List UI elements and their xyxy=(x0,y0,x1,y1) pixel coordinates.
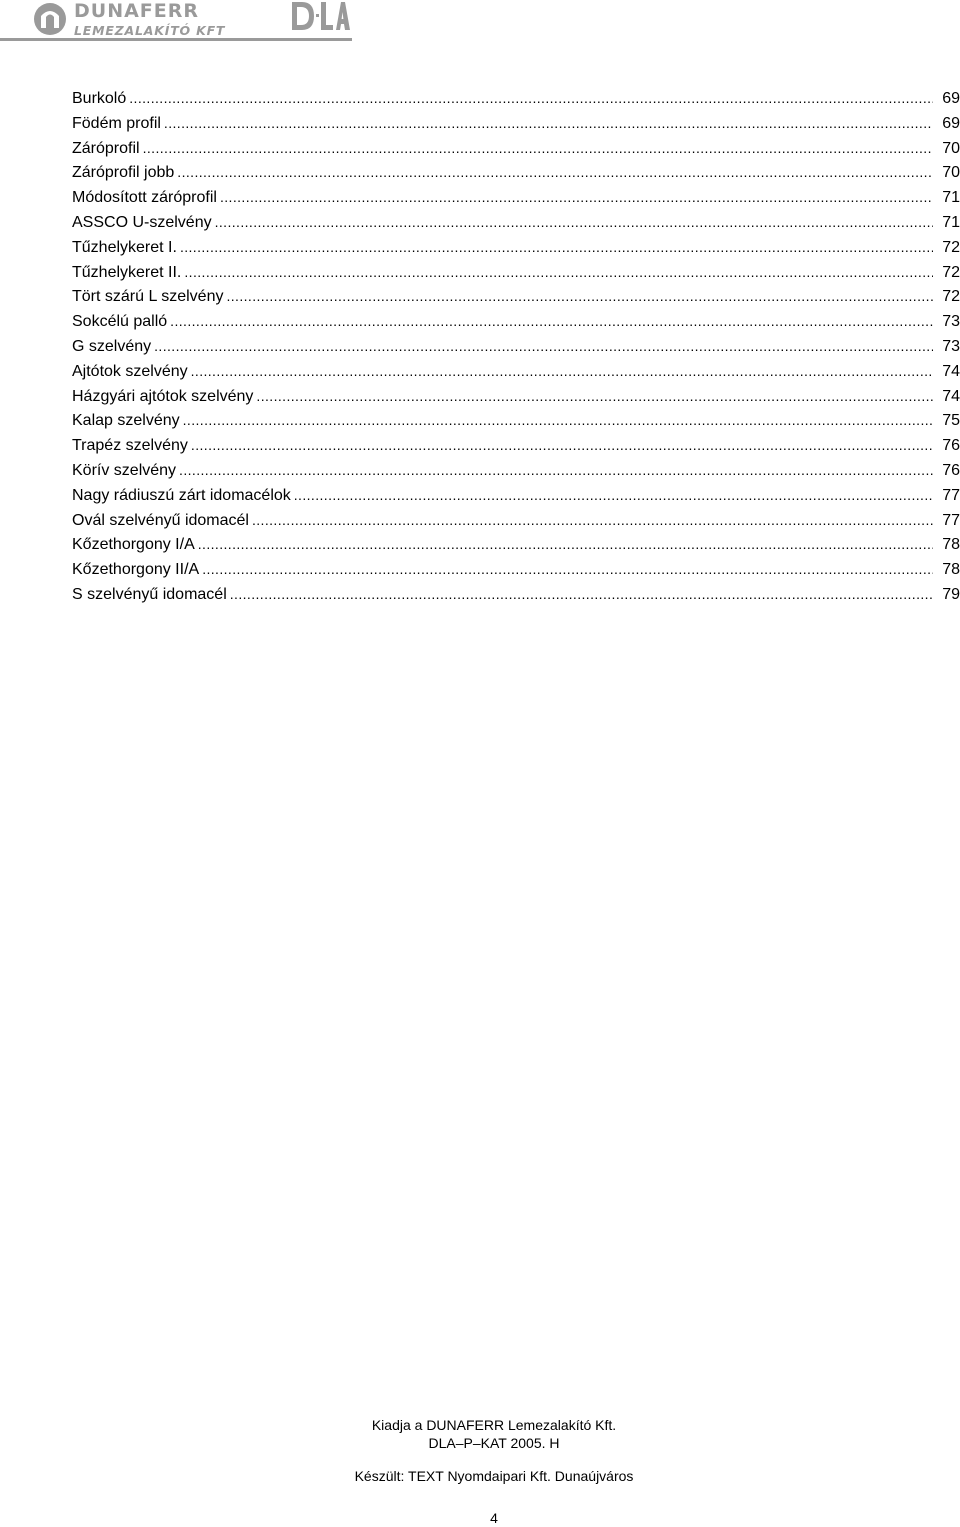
toc-entry-page: 72 xyxy=(942,238,960,256)
logo-sub-text: LEMEZALAKÍTÓ KFT xyxy=(74,23,226,38)
toc-entry[interactable] xyxy=(72,582,960,607)
toc-entry[interactable] xyxy=(72,483,960,508)
page-number: 4 xyxy=(490,1510,498,1526)
toc-leader-dots xyxy=(198,532,933,557)
toc-entry[interactable] xyxy=(72,458,960,483)
toc-entry[interactable] xyxy=(72,136,960,161)
toc-leader-dots xyxy=(180,235,933,260)
toc-leader-dots xyxy=(177,160,933,185)
toc-leader-dots xyxy=(170,309,933,334)
toc-entry[interactable] xyxy=(72,160,960,185)
toc-entry-title: Sokcélú palló xyxy=(72,313,168,331)
toc-leader-dots xyxy=(191,359,933,384)
toc-entry-page: 70 xyxy=(942,164,960,182)
toc-entry[interactable] xyxy=(72,408,960,433)
table-of-contents xyxy=(72,86,960,607)
toc-entry-page: 78 xyxy=(942,561,960,579)
toc-entry-page: 70 xyxy=(942,139,960,157)
toc-leader-dots xyxy=(202,557,933,582)
toc-entry-page: 73 xyxy=(942,313,960,331)
toc-entry[interactable] xyxy=(72,433,960,458)
toc-entry[interactable] xyxy=(72,384,960,409)
toc-leader-dots xyxy=(226,284,933,309)
toc-entry[interactable] xyxy=(72,86,960,111)
toc-entry-page: 77 xyxy=(942,486,960,504)
toc-entry[interactable] xyxy=(72,359,960,384)
toc-leader-dots xyxy=(252,508,933,533)
toc-entry-page: 71 xyxy=(942,213,960,231)
toc-entry-page: 77 xyxy=(942,511,960,529)
toc-entry-title: ASSCO U-szelvény xyxy=(72,213,212,231)
toc-entry-page: 74 xyxy=(942,387,960,405)
footer-publisher: Kiadja a DUNAFERR Lemezalakító Kft. xyxy=(371,1417,617,1433)
toc-leader-dots xyxy=(215,210,933,235)
toc-leader-dots xyxy=(164,111,933,136)
toc-leader-dots xyxy=(183,408,933,433)
toc-entry-page: 78 xyxy=(942,536,960,554)
toc-entry-title: Burkoló xyxy=(72,90,127,107)
toc-entry[interactable] xyxy=(72,508,960,533)
toc-entry-page: 75 xyxy=(942,412,960,430)
toc-entry-title: Ajtótok szelvény xyxy=(72,362,188,380)
toc-leader-dots xyxy=(154,334,933,359)
dunaferr-logo xyxy=(0,0,352,44)
toc-entry-title: Tűzhelykeret II. xyxy=(72,263,182,281)
header-divider xyxy=(0,38,352,41)
toc-entry[interactable] xyxy=(72,557,960,582)
toc-entry-title: Tűzhelykeret I. xyxy=(72,238,177,256)
toc-entry[interactable] xyxy=(72,235,960,260)
toc-entry[interactable] xyxy=(72,260,960,285)
toc-entry-title: S szelvényű idomacél xyxy=(72,585,227,603)
toc-entry-title: Kőzethorgony I/A xyxy=(72,536,195,554)
toc-entry-page: 72 xyxy=(942,288,960,306)
toc-entry-page: 74 xyxy=(942,362,960,380)
toc-leader-dots xyxy=(143,136,933,161)
toc-entry-title: Kalap szelvény xyxy=(72,412,180,430)
toc-entry-page: 76 xyxy=(942,461,960,479)
toc-entry-page: 72 xyxy=(942,263,960,281)
toc-leader-dots xyxy=(179,458,933,483)
toc-entry-title: Záróprofil jobb xyxy=(72,164,175,182)
toc-entry-title: Ovál szelvényű idomacél xyxy=(72,511,249,529)
toc-leader-dots xyxy=(294,483,933,508)
toc-entry[interactable] xyxy=(72,111,960,136)
dla-mark-icon xyxy=(292,2,350,30)
toc-entry-title: Födém profil xyxy=(72,114,161,132)
toc-entry[interactable] xyxy=(72,185,960,210)
toc-entry-title: Záróprofil xyxy=(72,139,140,157)
emblem-icon xyxy=(34,3,66,35)
toc-entry-title: Házgyári ajtótok szelvény xyxy=(72,387,254,405)
toc-entry-page: 69 xyxy=(942,90,960,107)
company-logo-header xyxy=(0,0,352,44)
toc-entry[interactable] xyxy=(72,309,960,334)
toc-leader-dots xyxy=(230,582,933,607)
toc-entry-page: 79 xyxy=(942,585,960,603)
toc-entry-title: Módosított záróprofil xyxy=(72,189,217,207)
toc-entry-title: Nagy rádiuszú zárt idomacélok xyxy=(72,486,291,504)
toc-entry[interactable] xyxy=(72,532,960,557)
toc-entry[interactable] xyxy=(72,284,960,309)
toc-entry[interactable] xyxy=(72,334,960,359)
footer-catalog-code: DLA–P–KAT 2005. H xyxy=(428,1435,560,1451)
toc-entry-page: 76 xyxy=(942,437,960,455)
toc-entry[interactable] xyxy=(72,210,960,235)
toc-leader-dots xyxy=(256,384,933,409)
toc-entry-title: Tört szárú L szelvény xyxy=(72,288,224,306)
toc-entry-title: Körív szelvény xyxy=(72,461,177,479)
toc-entry-page: 73 xyxy=(942,337,960,355)
toc-entry-title: Kőzethorgony II/A xyxy=(72,561,200,579)
footer-printer: Készült: TEXT Nyomdaipari Kft. Dunaújváros xyxy=(354,1468,634,1484)
toc-entry-page: 71 xyxy=(942,189,960,207)
toc-leader-dots xyxy=(129,86,933,111)
toc-entry-title: Trapéz szelvény xyxy=(72,437,188,455)
logo-brand-text: DUNAFERR xyxy=(74,0,200,22)
toc-leader-dots xyxy=(184,260,933,285)
toc-entry-page: 69 xyxy=(942,114,960,132)
toc-entry-title: G szelvény xyxy=(72,337,152,355)
toc-leader-dots xyxy=(191,433,933,458)
toc-leader-dots xyxy=(220,185,933,210)
